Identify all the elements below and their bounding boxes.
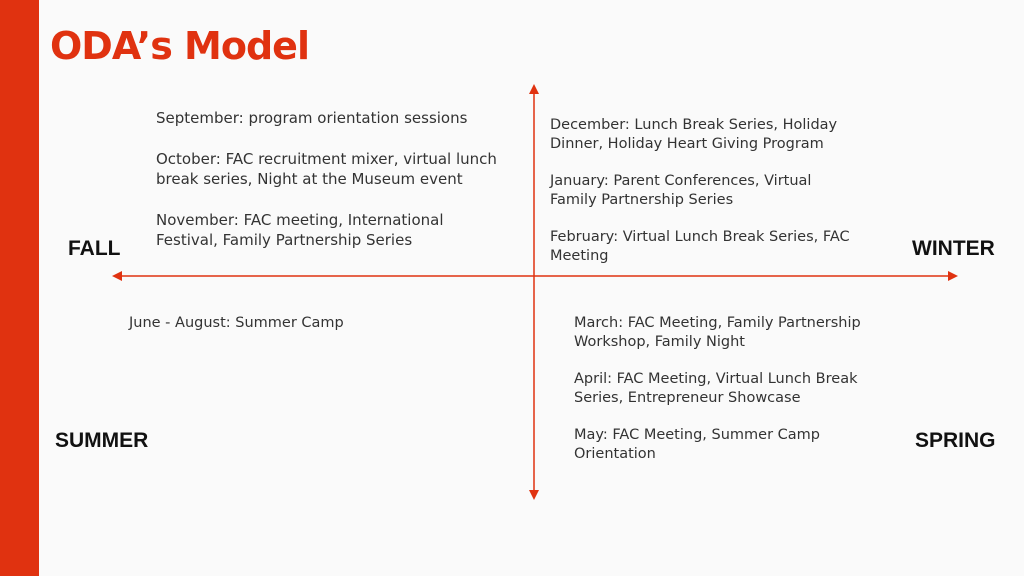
event-september: September: program orientation sessions (156, 109, 468, 127)
arrow-up-icon (529, 84, 539, 94)
page-title: ODA’s Model (50, 24, 309, 68)
fall-quadrant (156, 108, 516, 271)
event-april: April: FAC Meeting, Virtual Lunch Break Series, Entrepreneur Showcase (574, 371, 858, 406)
spring-quadrant (574, 314, 894, 482)
event-summer: June - August: Summer Camp (129, 315, 344, 331)
season-label-spring: SPRING (915, 429, 996, 452)
season-label-fall: FALL (68, 237, 121, 260)
event-october: October: FAC recruitment mixer, virtual lunch break series, Night at the Museum event (156, 150, 497, 188)
arrow-down-icon (529, 490, 539, 500)
event-december: December: Lunch Break Series, Holiday Dinner, Holiday Heart Giving Program (550, 117, 838, 152)
summer-quadrant (129, 314, 469, 351)
event-may: May: FAC Meeting, Summer Camp Orientation (574, 427, 820, 462)
season-label-winter: WINTER (912, 237, 995, 260)
event-november: November: FAC meeting, International Festival, Family Partnership Series (156, 211, 444, 249)
event-january: January: Parent Conferences, Virtual Family Partnership Series (550, 173, 812, 208)
event-february: February: Virtual Lunch Break Series, FAC Meeting (550, 229, 850, 264)
arrow-right-icon (948, 271, 958, 281)
arrow-left-icon (112, 271, 122, 281)
winter-quadrant (550, 116, 880, 284)
event-march: March: FAC Meeting, Family Partnership Workshop, Family Night (574, 315, 861, 350)
season-label-summer: SUMMER (55, 429, 149, 452)
